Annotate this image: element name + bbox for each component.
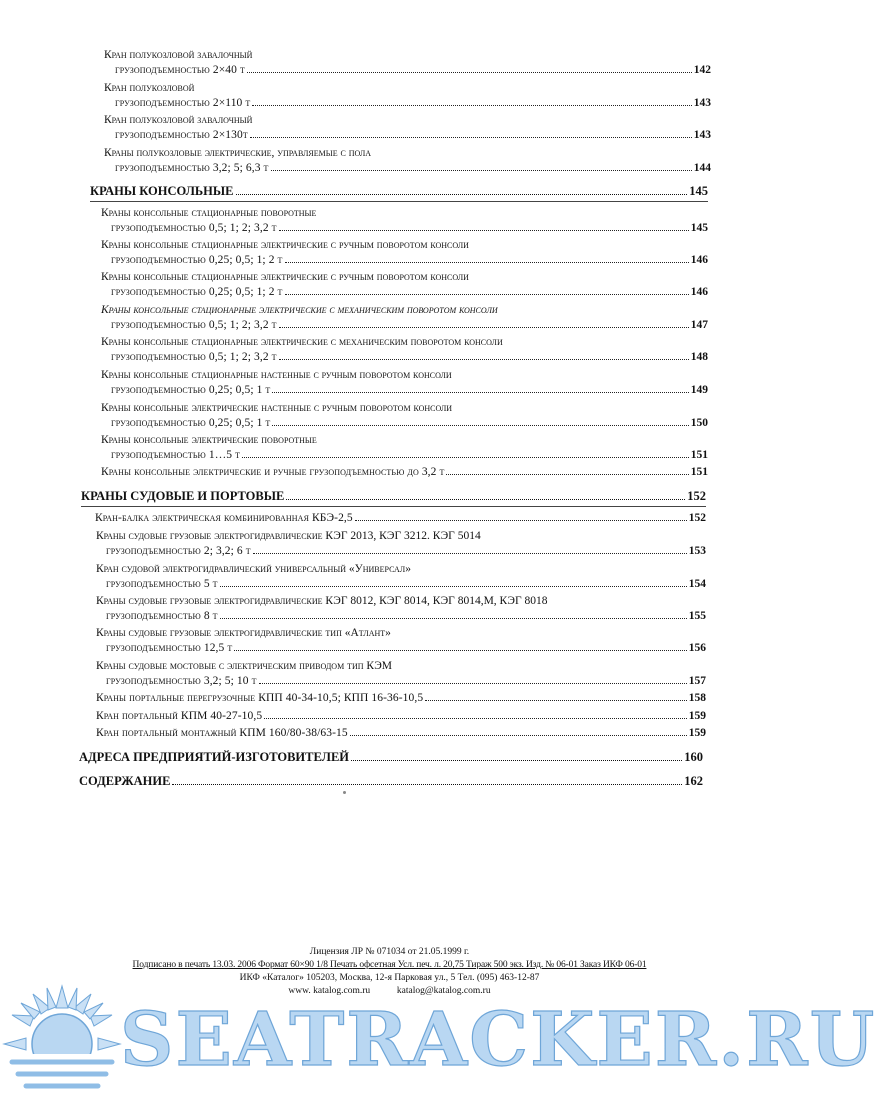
toc-entry-title: Кран судовой электрогидравлический универсальный «Универсал» [96,563,411,575]
toc-entry[interactable] [115,64,711,77]
page-number: 157 [688,675,706,687]
section-title: КРАНЫ СУДОВЫЕ И ПОРТОВЫЕ [81,489,285,503]
toc-entry-title: Кран портальный монтажный КПМ 160/80-38/63-15 [96,727,348,739]
toc-entry[interactable] [96,692,706,705]
toc-entry-subtitle: грузоподъемностью 3,2; 5; 10 т [106,675,257,687]
toc-entry-title: Кран полукозловой [104,82,195,94]
page-number: 150 [690,417,708,429]
toc-entry-title: Краны консольные стационарные электрические с механическим поворотом консоли [101,336,503,348]
toc-entry[interactable] [111,286,708,299]
toc-entry-subtitle: грузоподъемностью 2×110 т [115,97,251,109]
page-number: 156 [688,642,706,654]
toc-entry[interactable] [115,129,711,142]
toc-entry-subtitle: грузоподъемностью 2×130т [115,129,248,141]
toc-entry[interactable] [106,578,706,591]
page-number: 142 [693,64,711,76]
toc-entry-subtitle: грузоподъемностью 0,5; 1; 2; 3,2 т [111,319,277,331]
section-title: СОДЕРЖАНИЕ [79,774,171,788]
toc-entry-subtitle: грузоподъемностью 3,2; 5; 6,3 т [115,162,269,174]
page-number: 154 [688,578,706,590]
toc-entry-subtitle: грузоподъемностью 1…5 т [111,449,241,461]
toc-entry-title: Краны консольные электрические настенные с ручным поворотом консоли [101,402,453,414]
toc-entry[interactable] [106,545,706,558]
page-number: 144 [693,162,711,174]
toc-entry[interactable] [111,351,708,364]
toc-entry-title: Краны консольные стационарные электрические с ручным поворотом консоли [101,239,469,251]
page-number: 152 [688,512,706,524]
page-number: 147 [690,319,708,331]
page-number: 159 [688,727,706,739]
toc-entry-subtitle: грузоподъемностью 12,5 т [106,642,233,654]
toc-entry[interactable] [106,642,706,655]
toc-entry[interactable] [111,417,708,430]
toc-entry-title: Кран портальный КПМ 40-27-10,5 [96,710,263,722]
toc-entry-title: Краны судовые грузовые электрогидравлические КЭГ 2013, КЭГ 3212. КЭГ 5014 [96,530,481,542]
toc-section[interactable] [79,774,703,788]
page-number: 148 [690,351,708,363]
toc-entry-subtitle: грузоподъемностью 0,5; 1; 2; 3,2 т [111,222,277,234]
toc-entry[interactable] [95,512,706,525]
toc-entry[interactable] [111,222,708,235]
toc-entry-title: Краны консольные стационарные настенные с ручным поворотом консоли [101,369,452,381]
divider [81,506,706,507]
toc-entry-title: Краны судовые грузовые электрогидравлические КЭГ 8012, КЭГ 8014, КЭГ 8014,М, КЭГ 8018 [96,595,548,607]
toc-entry[interactable] [96,710,706,723]
toc-entry-title: Краны консольные стационарные электрические с механическим поворотом консоли [101,304,498,316]
print-info-line [0,959,779,971]
divider [90,201,708,202]
page-number: 159 [688,710,706,722]
toc-entry-title: Краны консольные стационарные поворотные [101,207,317,219]
toc-entry-title: Краны консольные электрические поворотные [101,434,317,446]
toc-entry-title: Кран-балка электрическая комбинированная КБЭ-2,5 [95,512,353,524]
toc-entry-subtitle: грузоподъемностью 5 т [106,578,218,590]
toc-entry-subtitle: грузоподъемностью 0,25; 0,5; 1 т [111,384,271,396]
toc-entry-title: Краны консольные стационарные электрические с ручным поворотом консоли [101,271,469,283]
toc-entry[interactable] [106,610,706,623]
page-number: 145 [689,184,708,198]
page-number: 145 [690,222,708,234]
page-number: 151 [690,449,708,461]
page-number: 162 [684,774,703,788]
toc-entry-subtitle: грузоподъемностью 8 т [106,610,218,622]
website-link[interactable]: www. katalog.com.ru [288,986,371,996]
toc-entry-subtitle: грузоподъемностью 0,25; 0,5; 1 т [111,417,271,429]
print-info-text: Подписано в печать 13.03. 2006 Формат 60×90 1/8 Печать офсетная Усл. печ. л. 20,75 Тираж 500 экз. Изд. № 06-01 Заказ ИКФ 06-01 [132,960,647,970]
print-speck [343,791,346,794]
toc-entry[interactable] [111,319,708,332]
toc-entry-subtitle: грузоподъемностью 0,5; 1; 2; 3,2 т [111,351,277,363]
toc-entry[interactable] [96,727,706,740]
toc-entry-title: Кран полукозловой завалочный [104,114,253,126]
license-line: Лицензия ЛР № 071034 от 21.05.1999 г. [309,947,470,957]
publisher-line: ИКФ «Каталог» 105203, Москва, 12-я Парковая ул., 5 Тел. (095) 463-12-87 [239,973,540,983]
toc-entry-title: Кран полукозловой завалочный [104,49,253,61]
page-number: 143 [693,97,711,109]
page-number: 151 [690,466,708,478]
section-title: КРАНЫ КОНСОЛЬНЫЕ [90,184,234,198]
toc-entry[interactable] [115,162,711,175]
toc-entry-subtitle: грузоподъемностью 2×40 т [115,64,245,76]
page-number: 160 [684,750,703,764]
toc-entry-title: Краны полукозловые электрические, управляемые с пола [104,147,372,159]
toc-entry[interactable] [111,384,708,397]
page-number: 146 [690,286,708,298]
toc-entry[interactable] [101,466,708,479]
toc-entry[interactable] [115,97,711,110]
toc-entry[interactable] [111,254,708,267]
page-number: 153 [688,545,706,557]
toc-entry-title: Краны судовые грузовые электрогидравлические тип «Атлант» [96,627,391,639]
page-number: 143 [693,129,711,141]
toc-entry-subtitle: грузоподъемностью 2; 3,2; 6 т [106,545,251,557]
page-number: 152 [687,489,706,503]
page-number: 158 [688,692,706,704]
toc-section[interactable] [90,184,708,198]
section-title: АДРЕСА ПРЕДПРИЯТИЙ-ИЗГОТОВИТЕЛЕЙ [79,750,350,764]
toc-entry-subtitle: грузоподъемностью 0,25; 0,5; 1; 2 т [111,286,283,298]
toc-entry[interactable] [106,675,706,688]
page-number: 146 [690,254,708,266]
toc-entry-subtitle: грузоподъемностью 0,25; 0,5; 1; 2 т [111,254,283,266]
toc-entry-title: Краны консольные электрические и ручные грузоподъемностью до 3,2 т [101,466,445,478]
toc-section[interactable] [79,750,703,764]
toc-section[interactable] [81,489,706,503]
watermark-text: SEATRACKER.RU [120,997,876,1083]
toc-entry-title: Краны судовые мостовые с электрическим приводом тип КЭМ [96,660,393,672]
email-link[interactable]: katalog@katalog.com.ru [396,986,491,996]
toc-entry-title: Краны портальные перегрузочные КПП 40-34-10,5; КПП 16-36-10,5 [96,692,424,704]
page-number: 149 [690,384,708,396]
toc-entry[interactable] [111,449,708,462]
page-number: 155 [688,610,706,622]
